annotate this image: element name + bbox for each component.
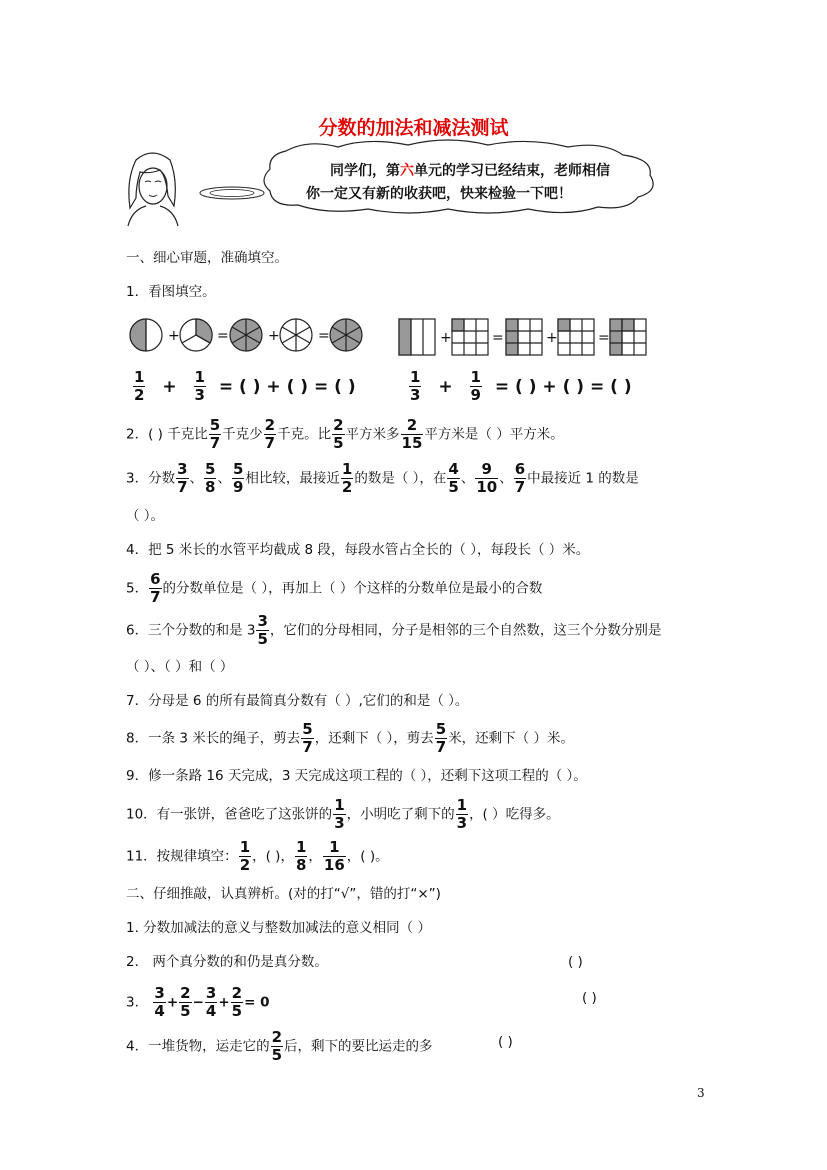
svg-text:+: +: [440, 330, 452, 346]
section-1-heading: 一、细心审题，准确填空。: [126, 250, 288, 266]
svg-text:+: +: [546, 330, 558, 346]
question-8: 8．一条 3 米长的绳子，剪去 $\frac{5}{7}$ ，还剩下（ ），剪去 $\frac{5}{7}$ 米，还剩下（ ）米。: [126, 720, 574, 756]
svg-text:=: =: [492, 330, 504, 346]
q1-right-equation: $\frac{1}{3}$ + $\frac{1}{9}$ = ( ) + ( ) = ( ): [410, 368, 632, 404]
question-2: 2．( ) 千克比 $\frac{5}{7}$ 千克少 $\frac{2}{7}$ 千克。比 $\frac{2}{5}$ 平方米多 $\frac{2}{15}$ 平方米是（ ）平方米。: [126, 416, 564, 452]
judge-q3-answer-paren[interactable]: ( ): [582, 990, 597, 1006]
svg-text:=: =: [598, 330, 610, 346]
page-title: 分数的加法和减法测试: [318, 117, 509, 139]
question-3: 3．分数 $\frac{3}{7}$ 、 $\frac{5}{8}$ 、 $\frac{5}{9}$ 相比较，最接近 $\frac{1}{2}$ 的数是（ ），在 $\frac{4}{5}$ 、 $\frac{9}{10}$ 、 $\frac{6}{7}$ 中最接近 1 的数是: [126, 460, 639, 496]
judge-q2-answer-paren[interactable]: ( ): [568, 954, 583, 970]
question-10: 10．有一张饼，爸爸吃了这张饼的 $\frac{1}{3}$ ，小明吃了剩下的 $\frac{1}{3}$ ，( ）吃得多。: [126, 796, 560, 832]
svg-text:=: =: [318, 328, 330, 344]
question-6-cont: （ ）、（ ）和（ ）: [126, 659, 234, 675]
bubble-line-2: 你一定又有新的收获吧，快来检验一下吧！: [306, 186, 572, 202]
judge-question-1: 1. 分数加减法的意义与整数加减法的意义相同（ ）: [126, 920, 431, 936]
question-3-cont: （ ）。: [126, 508, 165, 524]
teacher-illustration: [122, 150, 184, 228]
grid-fraction-figure: [396, 316, 656, 358]
question-5: 5． $\frac{6}{7}$ 的分数单位是（ ），再加上（ ）个这样的分数单位是最小的合数: [126, 570, 543, 606]
svg-text:+: +: [268, 328, 280, 344]
question-6: 6．三个分数的和是 3 $\frac{3}{5}$ ，它们的分母相同，分子是相邻的三个自然数，这三个分数分别是: [126, 612, 662, 648]
circle-fraction-figure: [128, 316, 368, 356]
page-number: 3: [697, 1086, 705, 1100]
section-2-heading: 二、仔细推敲，认真辨析。(对的打“√”，错的打“×”): [126, 886, 441, 902]
bubble-line-1: 同学们，第六单元的学习已经结束，老师相信: [330, 163, 610, 179]
judge-question-4: 4．一堆货物，运走它的 $\frac{2}{5}$ 后，剩下的要比运走的多: [126, 1028, 433, 1064]
question-4: 4．把 5 米长的水管平均截成 8 段，每段水管占全长的（ ），每段长（ ）米。: [126, 542, 590, 558]
svg-text:+: +: [168, 328, 180, 344]
judge-question-2: 2． 两个真分数的和仍是真分数。: [126, 954, 328, 970]
q1-left-equation: $\frac{1}{2}$ + $\frac{1}{3}$ = ( ) + ( ) = ( ): [134, 368, 356, 404]
judge-question-3: 3． $\frac{3}{4}$ + $\frac{2}{5}$ − $\frac{3}{4}$ + $\frac{2}{5}$ = 0: [126, 984, 270, 1020]
question-1: 1．看图填空。: [126, 284, 216, 300]
question-7: 7．分母是 6 的所有最简真分数有（ ）,它们的和是（ ）。: [126, 693, 469, 709]
svg-text:=: =: [217, 328, 229, 344]
question-11: 11．按规律填空： $\frac{1}{2}$ ，( )， $\frac{1}{8}$ ， $\frac{1}{16}$ ，( )。: [126, 838, 389, 874]
question-9: 9．修一条路 16 天完成，3 天完成这项工程的（ ），还剩下这项工程的（ ）。: [126, 768, 587, 784]
judge-q4-answer-paren[interactable]: ( ): [498, 1034, 513, 1050]
